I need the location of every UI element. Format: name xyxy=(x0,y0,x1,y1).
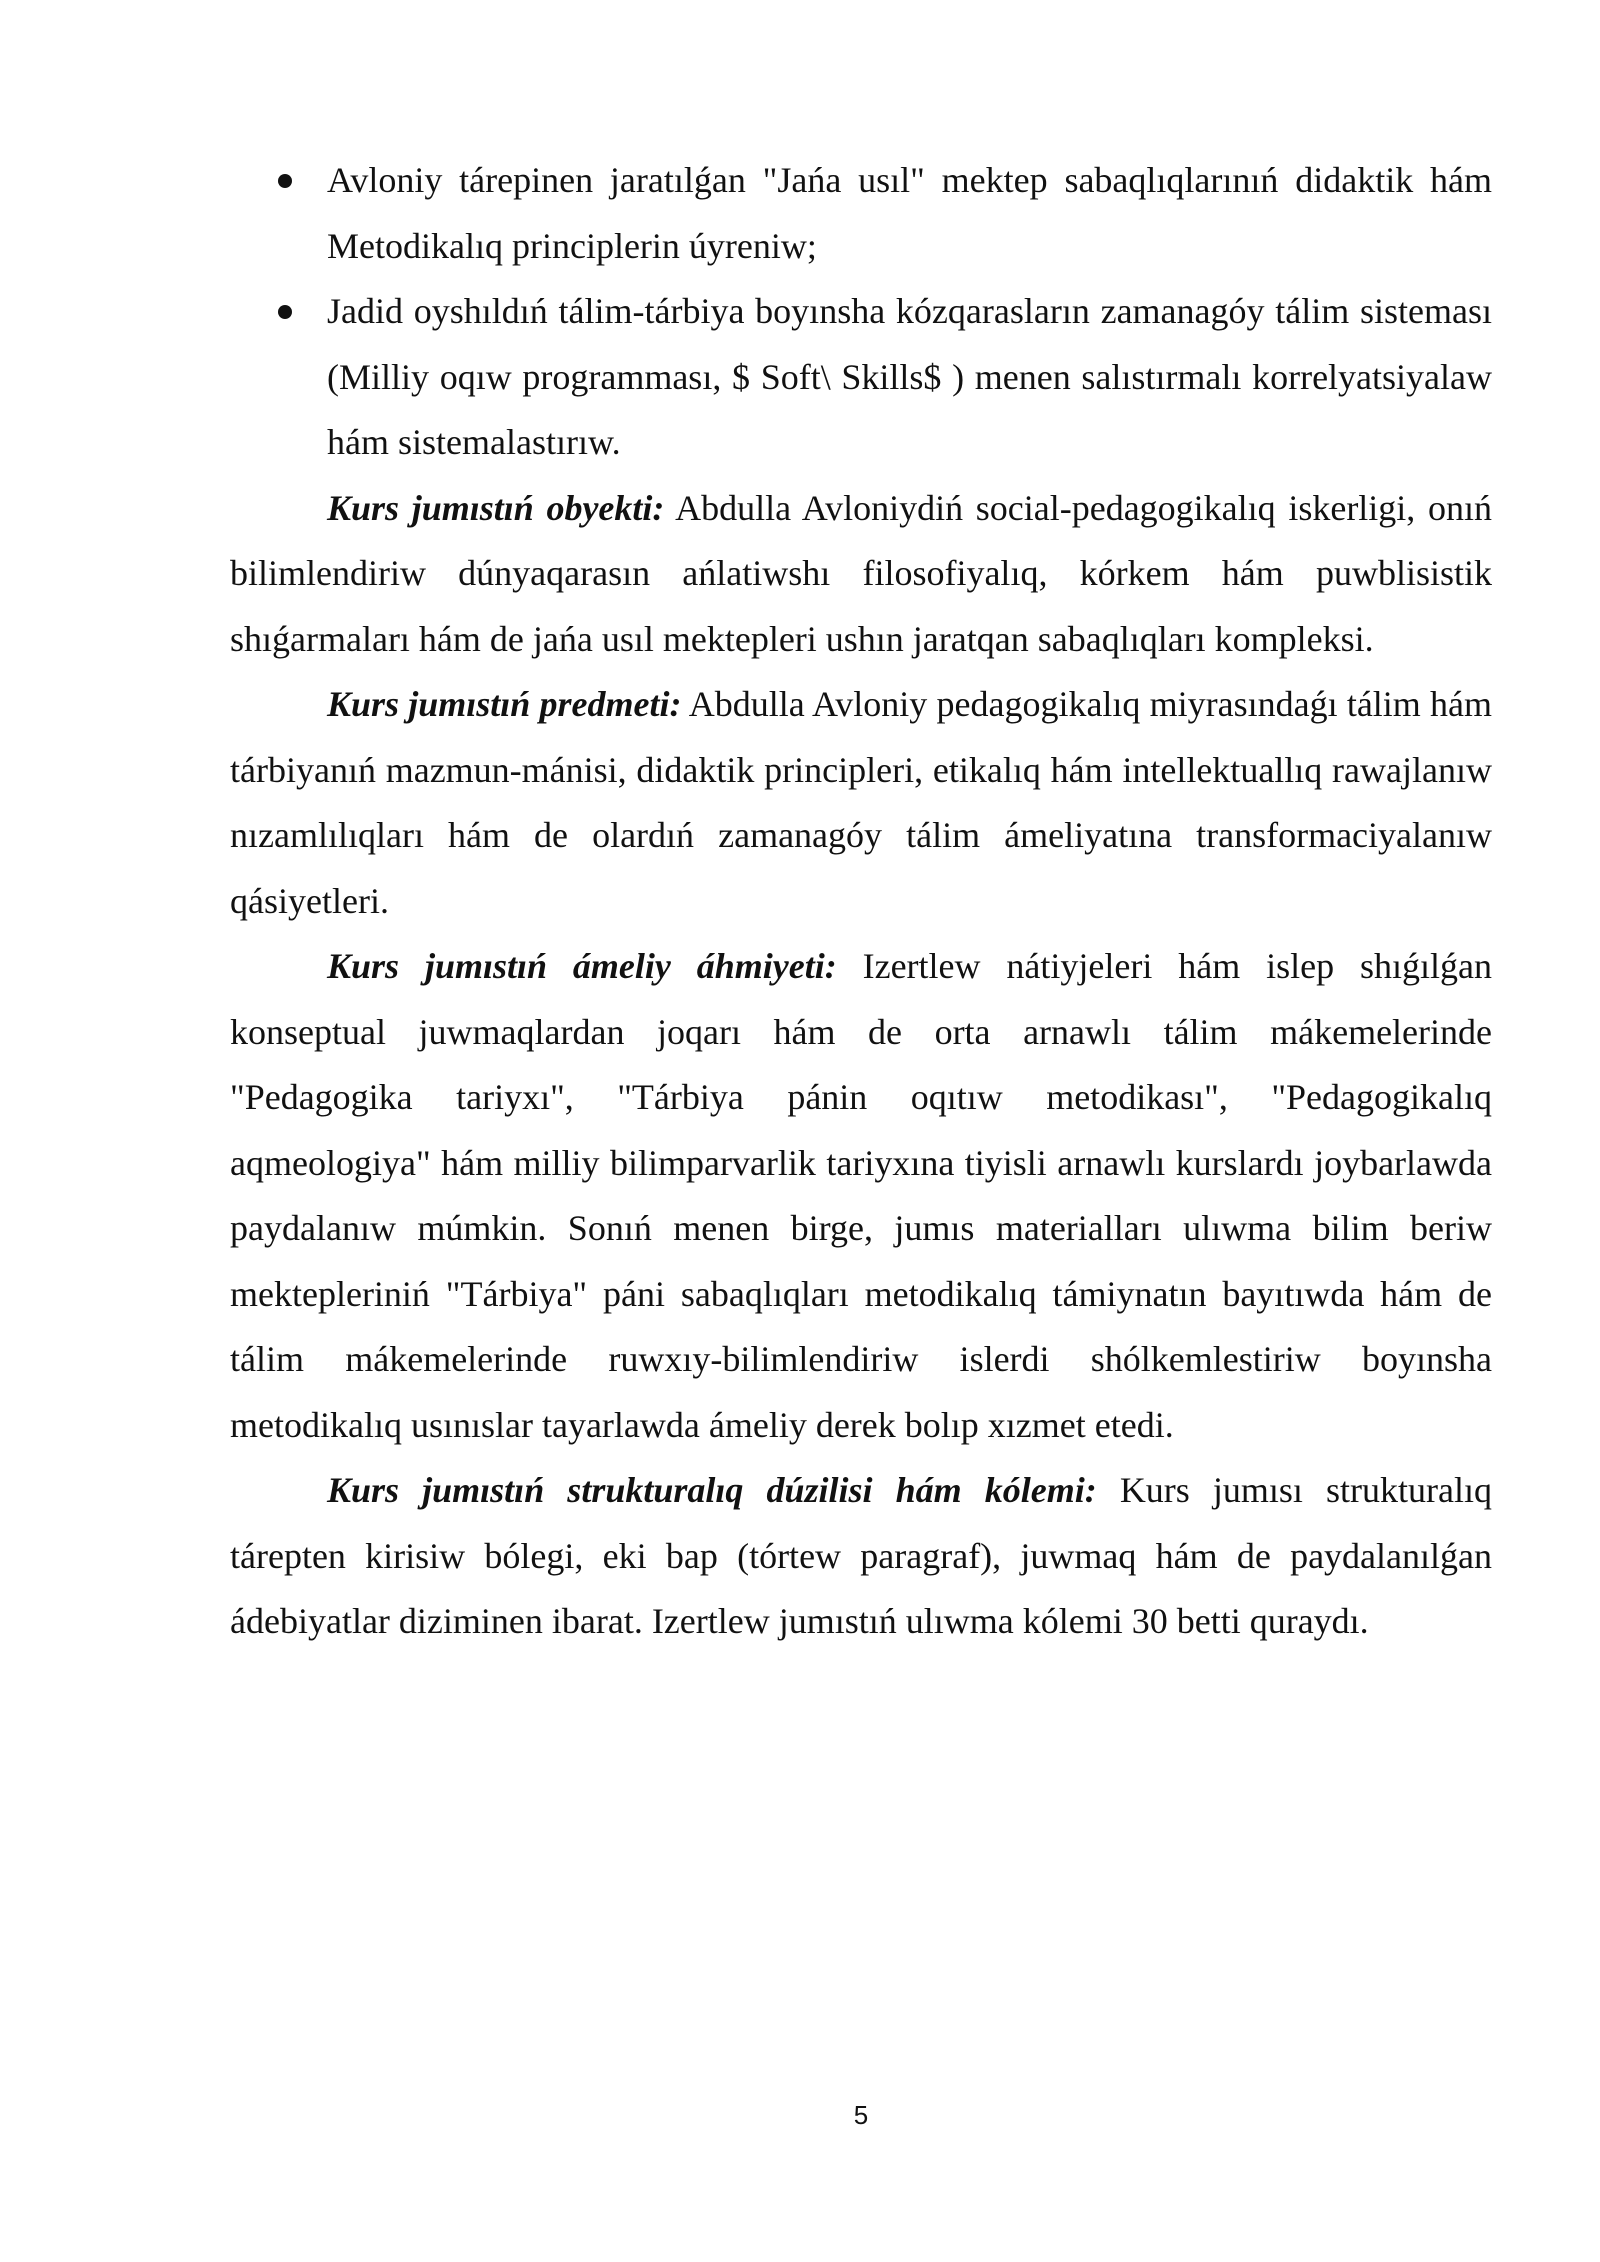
list-item xyxy=(230,279,1492,476)
list-item-text: Jadid oyshıldıń tálim-tárbiya boyınsha kózqarasların zamanagóy tálim sisteması (Milliy oqıw programması, $ Soft\ Skills$ ) menen salıstırmalı korrelyatsiyalaw hám sistemalastırıw. xyxy=(327,291,1492,462)
paragraph-text: Abdulla Avloniy pedagogikalıq miyrasındaǵı tálim hám tárbiyanıń mazmun-mánisi, didaktik principleri, etikalıq hám intellektuallıq rawajlanıw nızamlılıqları hám de olardıń zamanagóy tálim ámeliyatına transformaciyalanıw qásiyetleri. xyxy=(230,684,1493,921)
paragraph-practical-significance xyxy=(230,934,1492,1458)
list-item-text: Avloniy tárepinen jaratılǵan "Jańa usıl" mektep sabaqlıqlarınıń didaktik hám Metodikalıq principlerin úyreniw; xyxy=(327,160,1492,266)
paragraph-heading: Kurs jumıstıń predmeti: xyxy=(327,684,682,724)
page-number: 5 xyxy=(853,2100,869,2130)
objectives-list xyxy=(230,148,1492,476)
paragraph-heading: Kurs jumıstıń ámeliy áhmiyeti: xyxy=(327,946,837,986)
list-item xyxy=(230,148,1492,279)
paragraph-heading: Kurs jumıstıń strukturalıq dúzilisi hám kólemi: xyxy=(327,1470,1097,1510)
document-body xyxy=(230,148,1492,1655)
paragraph-heading: Kurs jumıstıń obyekti: xyxy=(327,487,665,528)
paragraph-text: Kurs jumısı strukturalıq tárepten kirisiw bólegi, eki bap (tórtew paragraf), juwmaq hám de paydalanılǵan ádebiyatlar diziminen ibarat. Izertlew jumıstıń ulıwma kólemi 30 betti quraydı. xyxy=(230,1470,1492,1641)
bullet-icon xyxy=(278,174,292,188)
bullet-icon xyxy=(278,305,292,319)
paragraph-text: Abdulla Avloniydiń social-pedagogikalıq iskerligi, onıń bilimlendiriw dúnyaqarasın ańlatiwshı filosofiyalıq, kórkem hám puwblisistik shıǵarmaları hám de jańa usıl mektepleri ushın jaratqan sabaqlıqları kompleksi. xyxy=(230,487,1492,659)
paragraph-subject xyxy=(230,672,1492,934)
paragraph-object xyxy=(230,476,1492,673)
paragraph-structure xyxy=(230,1458,1492,1655)
paragraph-text: Izertlew nátiyjeleri hám islep shıǵılǵan konseptual juwmaqlardan joqarı hám de orta arnawlı tálim mákemelerinde "Pedagogika tariyxı", "Tárbiya pánin oqıtıw metodikası", "Pedagogikalıq aqmeologiya" hám milliy bilimparvarlik tariyxına tiyisli arnawlı kurslardı joybarlawda paydalanıw múmkin. Sonıń menen birge, jumıs materialları ulıwma bilim beriw mektepleriniń "Tárbiya" páni sabaqlıqları metodikalıq támiynatın bayıtıwda hám de tálim mákemelerinde ruwxıy-bilimlendiriw islerdi shólkemlestiriw boyınsha metodikalıq usınıslar tayarlawda ámeliy derek bolıp xızmet etedi. xyxy=(230,946,1492,1445)
